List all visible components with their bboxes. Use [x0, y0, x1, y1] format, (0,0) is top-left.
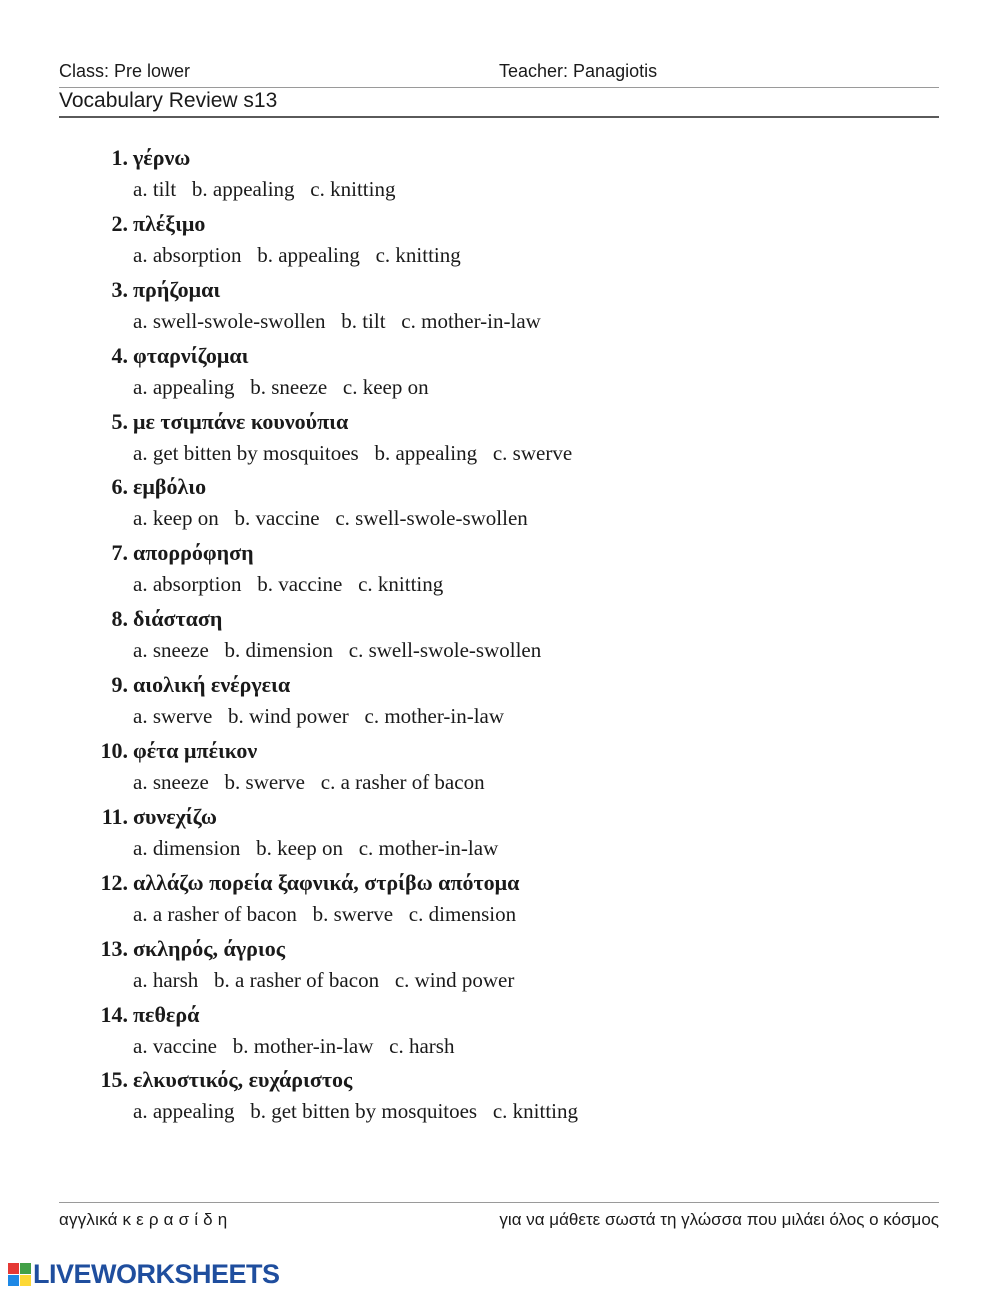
question-term: φταρνίζομαι	[133, 342, 249, 368]
question-number: 14.	[100, 1001, 128, 1027]
footer-divider	[59, 1202, 939, 1203]
question-number: 4.	[111, 342, 128, 368]
question-term: πεθερά	[133, 1001, 200, 1027]
answer-options[interactable]: a. sneeze b. swerve c. a rasher of bacon	[133, 770, 485, 795]
question-item	[0, 273, 1000, 339]
question-number: 5.	[111, 408, 128, 434]
brand-square-1	[8, 1263, 19, 1274]
question-item	[0, 932, 1000, 998]
teacher-label: Teacher: Panagiotis	[499, 61, 658, 81]
answer-options[interactable]: a. appealing b. get bitten by mosquitoes c. knitting	[133, 1099, 579, 1124]
answer-options[interactable]: a. swerve b. wind power c. mother-in-law	[133, 704, 505, 729]
question-term: με τσιμπάνε κουνούπια	[133, 408, 349, 434]
question-number: 11.	[101, 803, 128, 829]
question-list	[0, 141, 1000, 1129]
question-item	[0, 866, 1000, 932]
answer-options[interactable]: a. a rasher of bacon b. swerve c. dimension	[133, 901, 517, 926]
answer-options[interactable]: a. appealing b. sneeze c. keep on	[133, 374, 429, 399]
answer-options[interactable]: a. tilt b. appealing c. knitting	[133, 177, 396, 201]
question-number: 6.	[111, 474, 128, 500]
question-item	[0, 668, 1000, 734]
question-number: 1.	[111, 145, 128, 170]
question-number: 10.	[100, 738, 128, 764]
footer-right-text: για να μάθετε σωστά τη γλώσσα που μιλάει όλος ο κόσμος	[499, 1210, 939, 1229]
question-term: ελκυστικός, ευχάριστος	[133, 1067, 353, 1093]
question-item	[0, 734, 1000, 800]
class-label: Class: Pre lower	[59, 61, 191, 81]
question-number: 15.	[100, 1067, 128, 1093]
brand-square-2	[20, 1263, 31, 1274]
answer-options[interactable]: a. dimension b. keep on c. mother-in-law	[133, 835, 499, 860]
worksheet-header	[59, 61, 939, 85]
question-term: αλλάζω πορεία ξαφνικά, στρίβω απότομα	[133, 869, 520, 895]
question-number: 7.	[111, 540, 128, 566]
answer-options[interactable]: a. harsh b. a rasher of bacon c. wind power	[133, 967, 515, 992]
brand-grid-icon	[8, 1263, 31, 1286]
question-number: 12.	[100, 869, 128, 895]
brand-name: LIVEWORKSHEETS	[33, 1258, 280, 1289]
footer-left-text: αγγλικά κ ε ρ α σ ί δ η	[59, 1210, 228, 1229]
question-item	[0, 602, 1000, 668]
question-number: 9.	[111, 672, 128, 698]
answer-options[interactable]: a. absorption b. vaccine c. knitting	[133, 572, 444, 597]
question-item	[0, 470, 1000, 536]
answer-options[interactable]: a. sneeze b. dimension c. swell-swole-swollen	[133, 638, 542, 663]
question-item	[0, 141, 1000, 207]
question-term: σκληρός, άγριος	[133, 935, 285, 961]
question-term: πλέξιμο	[133, 210, 206, 236]
page-title: Vocabulary Review s13	[59, 89, 278, 112]
answer-options[interactable]: a. absorption b. appealing c. knitting	[133, 242, 461, 267]
question-item	[0, 405, 1000, 471]
brand-square-3	[8, 1275, 19, 1286]
question-term: διάσταση	[133, 606, 223, 632]
question-number: 8.	[111, 606, 128, 632]
brand-square-4	[20, 1275, 31, 1286]
question-number: 13.	[100, 935, 128, 961]
question-item	[0, 207, 1000, 273]
question-item	[0, 339, 1000, 405]
question-term: αιολική ενέργεια	[133, 672, 291, 698]
question-term: συνεχίζω	[133, 803, 218, 829]
question-item	[0, 998, 1000, 1064]
question-term: πρήζομαι	[133, 276, 221, 302]
question-term: φέτα μπέικον	[133, 738, 258, 764]
question-item	[0, 1063, 1000, 1129]
header-divider	[59, 87, 939, 88]
title-divider	[59, 116, 939, 118]
answer-options[interactable]: a. get bitten by mosquitoes b. appealing c. swerve	[133, 440, 573, 465]
answer-options[interactable]: a. swell-swole-swollen b. tilt c. mother-in-law	[133, 308, 541, 333]
question-term: εμβόλιο	[133, 474, 207, 500]
question-term: απορρόφηση	[133, 540, 254, 566]
question-item	[0, 800, 1000, 866]
liveworksheets-logo[interactable]	[8, 1259, 280, 1289]
answer-options[interactable]: a. keep on b. vaccine c. swell-swole-swollen	[133, 506, 528, 531]
question-number: 2.	[111, 210, 128, 236]
answer-options[interactable]: a. vaccine b. mother-in-law c. harsh	[133, 1033, 455, 1058]
question-item	[0, 536, 1000, 602]
question-number: 3.	[111, 276, 128, 302]
question-term: γέρνω	[133, 145, 191, 170]
